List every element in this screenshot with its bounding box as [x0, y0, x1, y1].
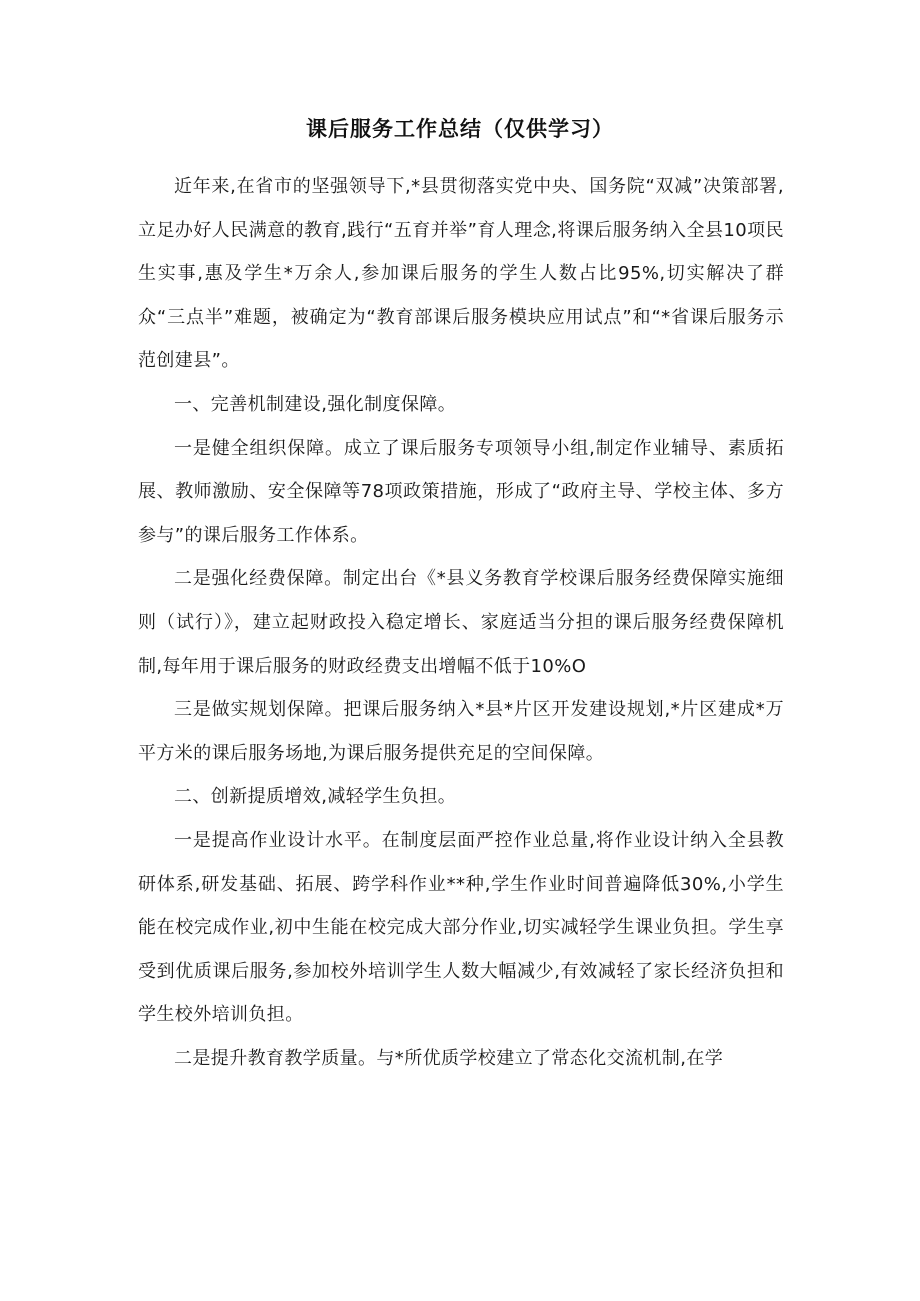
section-heading-1: 一、完善机制建设,强化制度保障。 — [174, 393, 457, 415]
paragraph-quality: 二是提升教育教学质量。与*所优质学校建立了常态化交流机制,在学 — [174, 1047, 724, 1069]
document-body — [138, 165, 784, 1080]
document-title: 课后服务工作总结（仅供学习） — [306, 117, 614, 141]
paragraph-funding: 二是强化经费保障。制定出台《*县义务教育学校课后服务经费保障实施细则（试行）》，建立起财政投入稳定增长、家庭适当分担的课后服务经费保障机制,每年用于课后服务的财政经费支出增幅不低于10%O — [138, 568, 784, 677]
paragraph-intro: 近年来,在省市的坚强领导下,*县贯彻落实党中央、国务院“双减”决策部署,立足办好人民满意的教育,践行“五育并举”育人理念,将课后服务纳入全县10项民生实事,惠及学生*万余人,参加课后服务的学生人数占比95%,切实解决了群众“三点半”难题，被确定为“教育部课后服务模块应用试点”和“*省课后服务示范创建县”。 — [138, 176, 784, 372]
paragraph-homework: 一是提高作业设计水平。在制度层面严控作业总量,将作业设计纳入全县教研体系,研发基础、拓展、跨学科作业**种,学生作业时间普遍降低30%,小学生能在校完成作业,初中生能在校完成大部分作业,切实减轻学生课业负担。学生享受到优质课后服务,参加校外培训学生人数大幅减少,有效减轻了家长经济负担和学生校外培训负担。 — [138, 829, 784, 1026]
paragraph-planning: 三是做实规划保障。把课后服务纳入*县*片区开发建设规划,*片区建成*万平方米的课后服务场地,为课后服务提供充足的空间保障。 — [138, 699, 784, 764]
paragraph-organization: 一是健全组织保障。成立了课后服务专项领导小组,制定作业辅导、素质拓展、教师激励、安全保障等78项政策措施，形成了“政府主导、学校主体、多方参与”的课后服务工作体系。 — [138, 437, 784, 546]
section-heading-2: 二、创新提质增效,减轻学生负担。 — [174, 786, 457, 808]
